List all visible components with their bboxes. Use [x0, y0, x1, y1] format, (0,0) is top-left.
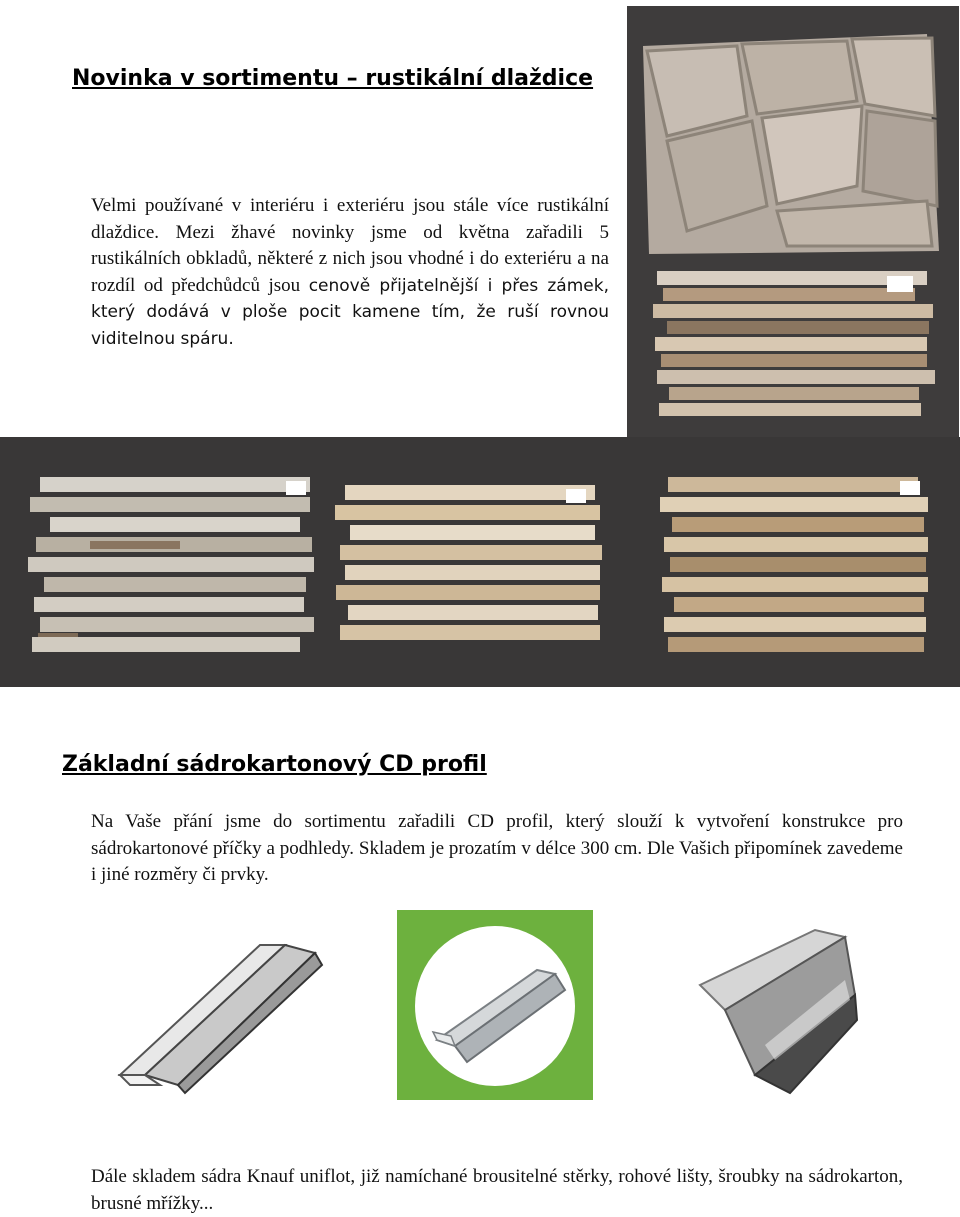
cd-profile-green-badge [397, 910, 593, 1100]
cd-profile-image-drawing [110, 925, 332, 1097]
rustic-tiles-description [91, 193, 609, 352]
cd-profile-image-green [397, 910, 593, 1100]
section-heading-rustic-tiles: Novinka v sortimentu – rustikální dlaždice [72, 66, 594, 91]
section-heading-cd-profile: Základní sádrokartonový CD profil [62, 752, 487, 777]
rustic-tiles-text-part1: Velmi používané v interiéru i exteriéru jsou stále více rustikální dlaždice. Mezi žhavé novinky jsme od května zařadili 5 rustikálních obkladů, některé z nich jsou vhodné i do exteriéru a na rozdíl od předchůdců jsou [91, 195, 609, 296]
photo-stone-tiles [627, 6, 959, 438]
photo-strip-tiles [0, 437, 960, 687]
cd-profile-description: Na Vaše přání jsme do sortimentu zařadili CD profil, který slouží k vytvoření konstrukce pro sádrokartonové příčky a podhledy. Skladem je prozatím v délce 300 cm. Dle Vašich připomínek zavedeme i jiné rozměry či prvky. [91, 811, 903, 885]
cd-profile-image-photo [695, 925, 859, 1097]
rustic-tiles-text-part2: cenově přijatelnější i přes zámek, který dodává v ploše pocit kamene tím, že ruší rovnou viditelnou spáru. [91, 275, 609, 349]
other-stock-description: Dále skladem sádra Knauf uniflot, již namíchané brousitelné stěrky, rohové lišty, šroubky na sádrokarton, brusné mřížky... [91, 1166, 903, 1214]
cd-profile-drawing [110, 925, 332, 1097]
strip-tiles-illustration [0, 437, 960, 687]
cd-profile-metal-photo [695, 925, 859, 1097]
stone-tiles-illustration [627, 6, 959, 438]
